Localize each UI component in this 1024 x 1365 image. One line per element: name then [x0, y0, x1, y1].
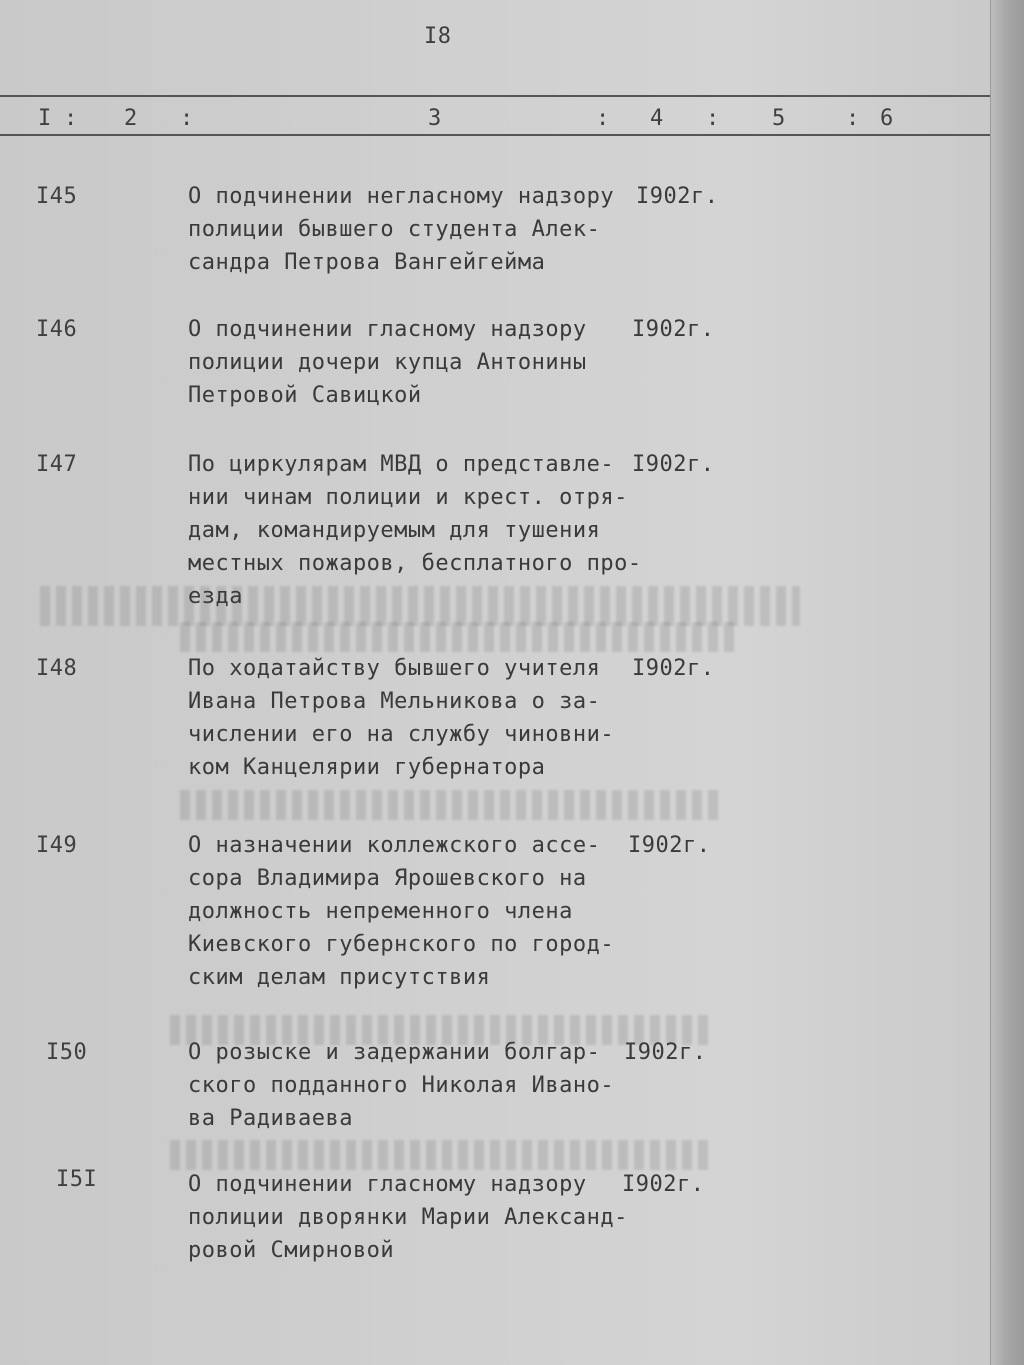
entry-description: [188, 313, 638, 412]
entry-line: дам, командируемым для тушения: [188, 518, 601, 543]
column-number-4: 4: [650, 106, 664, 131]
entry-year: I902г.: [636, 184, 719, 209]
entry-number: I45: [36, 184, 78, 209]
entry-line: ского подданного Николая Ивано-: [188, 1073, 615, 1098]
page-edge-shadow: [990, 0, 1024, 1365]
entry-line: сандра Петрова Вангейгейма: [188, 250, 546, 275]
column-separator: :: [706, 106, 720, 131]
entry-line: По ходатайству бывшего учителя: [188, 656, 601, 681]
entry-line: полиции дочери купца Антонины: [188, 350, 587, 375]
bleed-through-marks: [180, 622, 740, 652]
entry-line: ровой Смирновой: [188, 1238, 395, 1263]
entry-year: I902г.: [624, 1040, 707, 1065]
entry-number: I47: [36, 452, 78, 477]
entry-line: ком Канцелярии губернатора: [188, 755, 546, 780]
column-separator: :: [596, 106, 610, 131]
entry-line: О подчинении гласному надзору: [188, 1172, 587, 1197]
column-number-6: 6: [880, 106, 894, 131]
entry-line: ским делам присутствия: [188, 965, 491, 990]
column-separator: :: [64, 106, 78, 131]
entry-line: ва Радиваева: [188, 1106, 353, 1131]
entry-number: I49: [36, 833, 78, 858]
entry-number: I5I: [56, 1167, 98, 1192]
entry-number: I46: [36, 317, 78, 342]
entry-number: I50: [46, 1040, 88, 1065]
header-rule-top: [0, 95, 990, 97]
entry-line: нии чинам полиции и крест. отря-: [188, 485, 628, 510]
entry-year: I902г.: [622, 1172, 705, 1197]
entry-line: Ивана Петрова Мельникова о за-: [188, 689, 601, 714]
entry-year: I902г.: [632, 317, 715, 342]
entry-number: I48: [36, 656, 78, 681]
column-separator: :: [846, 106, 860, 131]
entry-description: [188, 1036, 638, 1135]
entry-line: О назначении коллежского ассе-: [188, 833, 601, 858]
column-number-3: 3: [428, 106, 442, 131]
column-number-2: 2: [124, 106, 138, 131]
entry-line: По циркулярам МВД о представле-: [188, 452, 615, 477]
entry-line: сора Владимира Ярошевского на: [188, 866, 587, 891]
entry-line: полиции бывшего студента Алек-: [188, 217, 601, 242]
column-number-1: I: [38, 106, 52, 131]
bleed-through-marks: [180, 790, 720, 820]
bleed-through-marks: [170, 1140, 710, 1170]
header-rule-bottom: [0, 134, 990, 136]
entry-line: числении его на службу чиновни-: [188, 722, 615, 747]
entry-description: [188, 180, 638, 279]
entry-description: [188, 1168, 638, 1267]
entry-line: Киевского губернского по город-: [188, 932, 615, 957]
entry-description: [188, 652, 638, 784]
entry-line: езда: [188, 584, 243, 609]
entry-line: Петровой Савицкой: [188, 383, 422, 408]
entry-line: О розыске и задержании болгар-: [188, 1040, 601, 1065]
entry-year: I902г.: [628, 833, 711, 858]
page-number: I8: [424, 24, 452, 49]
entry-line: О подчинении негласному надзору: [188, 184, 615, 209]
entry-line: местных пожаров, бесплатного про-: [188, 551, 642, 576]
column-separator: :: [180, 106, 194, 131]
entry-line: полиции дворянки Марии Александ-: [188, 1205, 628, 1230]
entry-description: [188, 448, 642, 613]
entry-year: I902г.: [632, 452, 715, 477]
entry-description: [188, 829, 638, 994]
entry-year: I902г.: [632, 656, 715, 681]
entry-line: О подчинении гласному надзору: [188, 317, 587, 342]
column-number-5: 5: [772, 106, 786, 131]
entry-line: должность непременного члена: [188, 899, 573, 924]
